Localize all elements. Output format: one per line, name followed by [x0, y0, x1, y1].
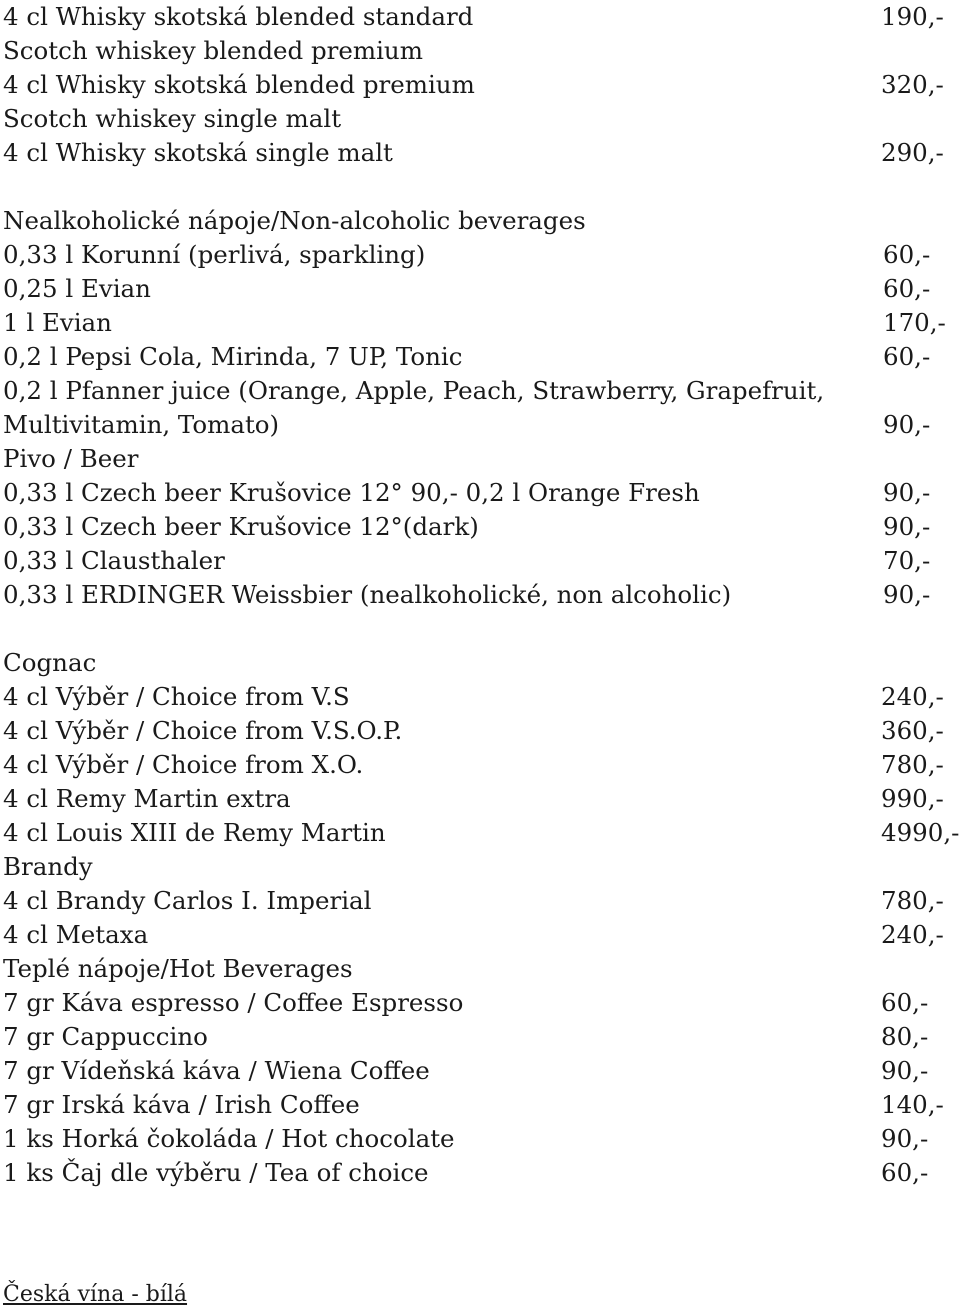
menu-line: [3, 204, 960, 238]
menu-line: [3, 340, 960, 374]
item-name: Pivo / Beer: [3, 444, 139, 473]
menu-line: [3, 408, 960, 442]
item-price: 90,-: [881, 1056, 929, 1085]
item-name: 4 cl Metaxa: [3, 920, 149, 949]
item-price: 240,-: [881, 682, 944, 711]
item-name: 4 cl Remy Martin extra: [3, 784, 291, 813]
item-price: 140,-: [881, 1090, 944, 1119]
item-name: 7 gr Irská káva / Irish Coffee: [3, 1090, 360, 1119]
item-name: Scotch whiskey single malt: [3, 104, 342, 133]
menu-line: [3, 34, 960, 68]
menu-line: [3, 1088, 960, 1122]
item-price: 170,-: [883, 308, 946, 337]
menu-line: [3, 0, 960, 34]
item-name: 0,33 l ERDINGER Weissbier (nealkoholické, non alcoholic): [3, 580, 732, 609]
item-price: 90,-: [883, 512, 931, 541]
menu-line: [3, 306, 960, 340]
menu-line: [3, 578, 960, 612]
menu-line: [3, 850, 960, 884]
item-price: 90,-: [883, 580, 931, 609]
menu-line: [3, 102, 960, 136]
item-name: 0,33 l Czech beer Krušovice 12°(dark): [3, 512, 479, 541]
item-price: 90,-: [883, 478, 931, 507]
item-name: 0,2 l Pepsi Cola, Mirinda, 7 UP, Tonic: [3, 342, 463, 371]
item-name: 4 cl Whisky skotská blended premium: [3, 70, 475, 99]
menu-line: [3, 374, 960, 408]
item-price: 240,-: [881, 920, 944, 949]
item-name: 4 cl Whisky skotská blended standard: [3, 2, 474, 31]
item-name: Teplé nápoje/Hot Beverages: [3, 954, 353, 983]
menu-line: [3, 1122, 960, 1156]
item-price: 4990,-: [881, 818, 960, 847]
item-price: 60,-: [883, 274, 931, 303]
item-name: 7 gr Káva espresso / Coffee Espresso: [3, 988, 464, 1017]
menu-line: [3, 986, 960, 1020]
menu-line: [3, 782, 960, 816]
menu-line: [3, 884, 960, 918]
menu-line: [3, 714, 960, 748]
item-name: 0,33 l Clausthaler: [3, 546, 225, 575]
menu-line: [3, 510, 960, 544]
menu-line: [3, 544, 960, 578]
menu-line: [3, 68, 960, 102]
item-name: 4 cl Výběr / Choice from V.S: [3, 682, 350, 711]
item-name: 0,33 l Czech beer Krušovice 12° 90,- 0,2 l Orange Fresh: [3, 478, 700, 507]
menu-line: [3, 476, 960, 510]
item-name: Scotch whiskey blended premium: [3, 36, 423, 65]
item-name: 0,33 l Korunní (perlivá, sparkling): [3, 240, 426, 269]
menu-line: [3, 136, 960, 170]
item-price: 80,-: [881, 1022, 929, 1051]
menu-line: [3, 442, 960, 476]
item-name: 4 cl Whisky skotská single malt: [3, 138, 393, 167]
menu-line: [3, 816, 960, 850]
menu-line: [3, 680, 960, 714]
item-price: 70,-: [883, 546, 931, 575]
item-name: 4 cl Louis XIII de Remy Martin: [3, 818, 386, 847]
menu-line: [3, 238, 960, 272]
item-name: 7 gr Vídeňská káva / Wiena Coffee: [3, 1056, 430, 1085]
item-name: 4 cl Výběr / Choice from X.O.: [3, 750, 364, 779]
menu-line: [3, 646, 960, 680]
menu-line: [3, 1156, 960, 1190]
item-price: 60,-: [881, 988, 929, 1017]
item-name: 1 ks Horká čokoláda / Hot chocolate: [3, 1124, 455, 1153]
item-price: 90,-: [883, 410, 931, 439]
item-name: 0,25 l Evian: [3, 274, 151, 303]
item-name: 4 cl Brandy Carlos I. Imperial: [3, 886, 372, 915]
menu-line: [3, 272, 960, 306]
item-name: 4 cl Výběr / Choice from V.S.O.P.: [3, 716, 403, 745]
item-price: 320,-: [881, 70, 944, 99]
item-price: 780,-: [881, 750, 944, 779]
menu-line: [3, 952, 960, 986]
item-price: 60,-: [883, 240, 931, 269]
item-name: Cognac: [3, 648, 97, 677]
item-name: Brandy: [3, 852, 93, 881]
item-price: 290,-: [881, 138, 944, 167]
item-price: 360,-: [881, 716, 944, 745]
section-link-czech-white-wines[interactable]: Česká vína - bílá: [3, 1282, 188, 1307]
item-name: 1 l Evian: [3, 308, 112, 337]
item-name: Nealkoholické nápoje/Non-alcoholic beverages: [3, 206, 586, 235]
menu-line: [3, 1020, 960, 1054]
item-name: 0,2 l Pfanner juice (Orange, Apple, Peach, Strawberry, Grapefruit,: [3, 376, 825, 405]
item-price: 60,-: [883, 342, 931, 371]
menu-line: [3, 1054, 960, 1088]
item-price: 60,-: [881, 1158, 929, 1187]
menu-line: [3, 748, 960, 782]
item-name: 7 gr Cappuccino: [3, 1022, 208, 1051]
item-name: 1 ks Čaj dle výběru / Tea of choice: [3, 1158, 429, 1187]
item-price: 990,-: [881, 784, 944, 813]
item-name: Multivitamin, Tomato): [3, 410, 280, 439]
menu-line: [3, 918, 960, 952]
item-price: 90,-: [881, 1124, 929, 1153]
item-price: 190,-: [881, 2, 944, 31]
item-price: 780,-: [881, 886, 944, 915]
